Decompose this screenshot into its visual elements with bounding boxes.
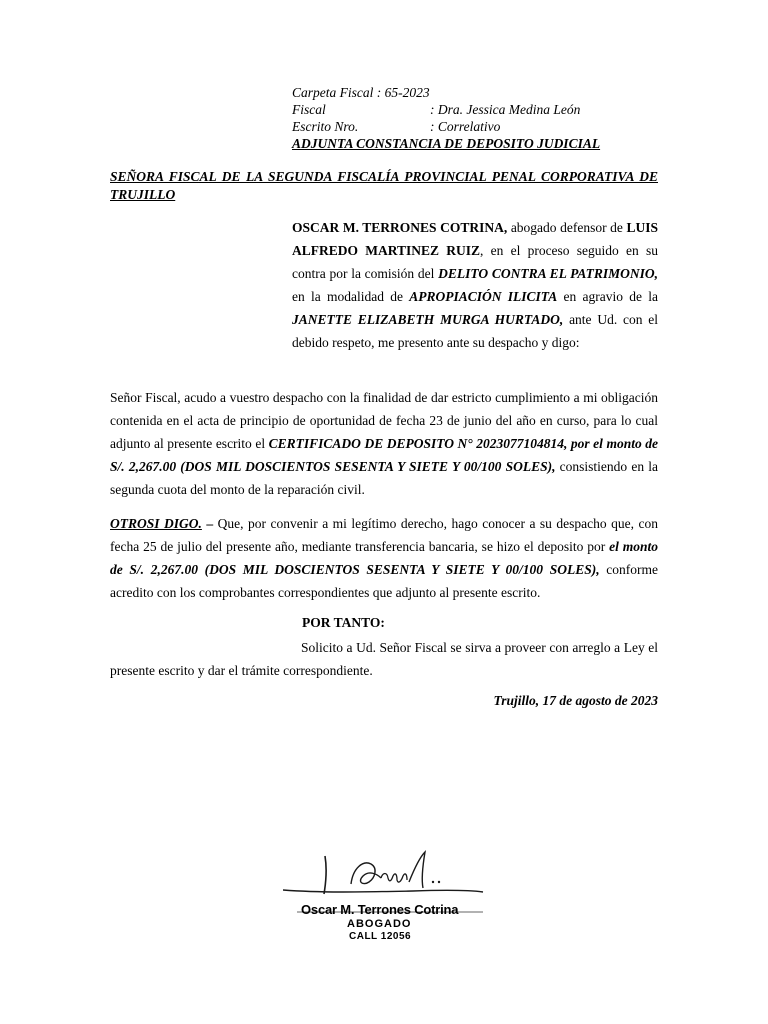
fiscal-value: : Dra. Jessica Medina León <box>430 102 581 117</box>
paragraph-1 <box>110 386 658 501</box>
date-line: Trujillo, 17 de agosto de 2023 <box>493 693 658 708</box>
lawyer-name: OSCAR M. TERRONES COTRINA, <box>292 220 508 235</box>
escrito-label: Escrito Nro. <box>292 119 359 134</box>
otrosi-text-1: Que, por convenir a mi legítimo derecho, hago conocer a su despacho que, con fecha 25 de julio del presente año, mediante transferencia bancaria, se hizo el deposito por <box>110 516 658 554</box>
closing-paragraph: Solicito a Ud. Señor Fiscal se sirva a proveer con arreglo a Ley el presente escrito y dar el trámite correspondiente. <box>110 640 658 678</box>
subject-line: ADJUNTA CONSTANCIA DE DEPOSITO JUDICIAL <box>292 136 601 151</box>
intro-text-2: , en el proceso seguido en su contra por la comisión del <box>292 243 658 281</box>
addressee: SEÑORA FISCAL DE LA SEGUNDA FISCALÍA PROVINCIAL PENAL CORPORATIVA DE TRUJILLO <box>110 169 658 202</box>
otrosi-text-2: conforme acredito con los comprobantes correspondientes que adjunto al presente escrito. <box>110 562 658 600</box>
certificate: CERTIFICADO DE DEPOSITO N° 2023077104814, por el monto de S/. 2,267.00 (DOS MIL DOSCIENTOS SESENTA Y SIETE Y 00/100 SOLES), <box>110 436 658 474</box>
intro-paragraph <box>292 216 658 354</box>
stamp-name: Oscar M. Terrones Cotrina <box>301 902 459 917</box>
otrosi-label: OTROSI DIGO. <box>110 516 202 531</box>
carpeta-label: Carpeta Fiscal <box>292 85 374 100</box>
otrosi-amount: el monto de S/. 2,267.00 (DOS MIL DOSCIENTOS SESENTA Y SIETE Y 00/100 SOLES), <box>110 539 658 577</box>
intro-text-3: en la modalidad de <box>292 289 410 304</box>
intro-text-1: abogado defensor de <box>507 220 627 235</box>
modality: APROPIACIÓN ILICITA <box>409 289 558 304</box>
otrosi-dash: – <box>201 516 218 531</box>
victim-name: JANETTE ELIZABETH MURGA HURTADO, <box>292 312 564 327</box>
carpeta-value: : 65-2023 <box>376 85 430 100</box>
para1-text-1: Señor Fiscal, acudo a vuestro despacho con la finalidad de dar estricto cumplimiento a mi obligación contenida en el acta de principio de oportunidad de fecha 23 de junio del año en curso, para lo cual adjunto al presente escrito el <box>110 390 658 451</box>
por-tanto: POR TANTO: <box>302 615 385 630</box>
crime: DELITO CONTRA EL PATRIMONIO, <box>438 266 658 281</box>
case-header <box>292 84 600 152</box>
stamp-role: ABOGADO <box>347 918 412 930</box>
signature-stamp <box>283 838 498 950</box>
client-name: LUIS ALFREDO MARTINEZ RUIZ <box>292 220 658 258</box>
intro-text-5: ante Ud. con el debido respeto, me presento ante su despacho y digo: <box>292 312 659 350</box>
escrito-value: : Correlativo <box>430 119 501 134</box>
otrosi-paragraph <box>110 512 658 604</box>
fiscal-label: Fiscal <box>292 102 326 117</box>
para1-text-2: consistiendo en la segunda cuota del monto de la reparación civil. <box>110 459 659 497</box>
stamp-registration: CALL 12056 <box>349 931 412 942</box>
intro-text-4: en agravio de la <box>557 289 658 304</box>
